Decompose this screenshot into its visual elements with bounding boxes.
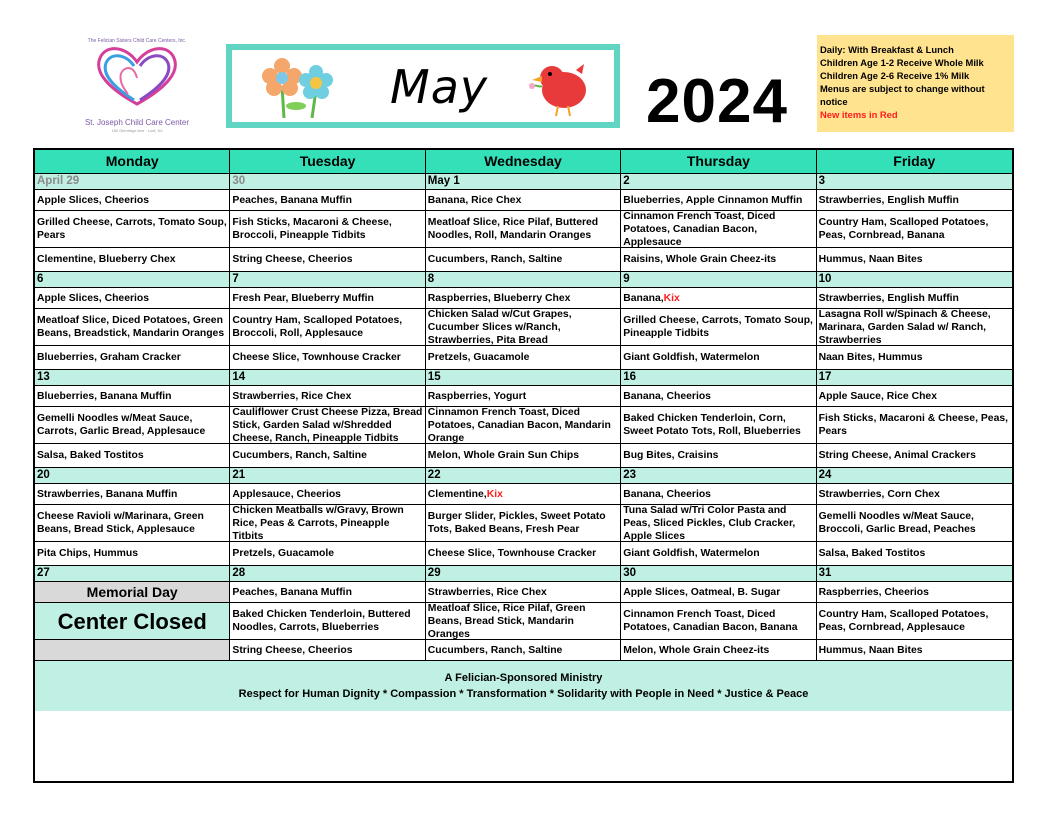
- date-cell: 10: [817, 272, 1012, 288]
- snack-cell: Raisins, Whole Grain Cheez-its: [621, 248, 816, 272]
- lunch-cell: Cinnamon French Toast, Diced Potatoes, Canadian Bacon, Mandarin Orange: [426, 407, 621, 444]
- snack-cell: Hummus, Naan Bites: [817, 248, 1012, 272]
- snack-cell: Giant Goldfish, Watermelon: [621, 542, 816, 566]
- snack-cell: Cucumbers, Ranch, Saltine: [230, 444, 425, 468]
- breakfast-cell: Banana, Cheerios: [621, 484, 816, 505]
- date-cell: 22: [426, 468, 621, 484]
- hearts-logo-icon: [88, 38, 186, 114]
- breakfast-cell: Applesauce, Cheerios: [230, 484, 425, 505]
- lunch-cell: Fish Sticks, Macaroni & Cheese, Broccoli, Pineapple Tidbits: [230, 211, 425, 248]
- lunch-cell: Country Ham, Scalloped Potatoes, Peas, Cornbread, Applesauce: [817, 603, 1012, 640]
- lunch-cell: Grilled Cheese, Carrots, Tomato Soup, Pears: [35, 211, 230, 248]
- month-title: May: [390, 60, 489, 114]
- date-cell: 31: [817, 566, 1012, 582]
- new-items-legend: New items in Red: [820, 109, 898, 120]
- date-cell: 16: [621, 370, 816, 386]
- date-cell: 30: [230, 174, 425, 190]
- date-cell: 28: [230, 566, 425, 582]
- date-cell: 21: [230, 468, 425, 484]
- date-cell: 6: [35, 272, 230, 288]
- lunch-cell: Meatloaf Slice, Rice Pilaf, Green Beans, Bread Stick, Mandarin Oranges: [426, 603, 621, 640]
- lunch-cell: Chicken Salad w/Cut Grapes, Cucumber Slices w/Ranch, Strawberries, Pita Bread: [426, 309, 621, 346]
- snack-cell: String Cheese, Cheerios: [230, 640, 425, 661]
- date-cell: May 1: [426, 174, 621, 190]
- menu-notes: [817, 35, 1014, 132]
- snack-cell: Pretzels, Guacamole: [230, 542, 425, 566]
- date-cell: 17: [817, 370, 1012, 386]
- snack-cell: Pretzels, Guacamole: [426, 346, 621, 370]
- lunch-cell: Lasagna Roll w/Spinach & Cheese, Marinara, Garden Salad w/ Ranch, Strawberries: [817, 309, 1012, 346]
- lunch-cell: Country Ham, Scalloped Potatoes, Broccoli, Roll, Applesauce: [230, 309, 425, 346]
- date-cell: 7: [230, 272, 425, 288]
- date-cell: 9: [621, 272, 816, 288]
- flowers-icon: [260, 54, 342, 118]
- snack-cell: Salsa, Baked Tostitos: [817, 542, 1012, 566]
- day-header-friday: Friday: [817, 150, 1012, 174]
- lunch-cell: Grilled Cheese, Carrots, Tomato Soup, Pineapple Tidbits: [621, 309, 816, 346]
- date-cell: 2: [621, 174, 816, 190]
- center-closed-label: Center Closed: [35, 603, 230, 640]
- month-banner: [226, 44, 620, 128]
- red-bird-icon: [528, 60, 594, 120]
- logo-address: 180 Glenridge Ave · Lodi, NJ: [111, 128, 163, 133]
- center-logo: [78, 38, 196, 134]
- lunch-cell: Cinnamon French Toast, Diced Potatoes, Canadian Bacon, Applesauce: [621, 211, 816, 248]
- breakfast-cell: Strawberries, Banana Muffin: [35, 484, 230, 505]
- lunch-cell: Chicken Meatballs w/Gravy, Brown Rice, Peas & Carrots, Pineapple Titbits: [230, 505, 425, 542]
- day-header-wednesday: Wednesday: [426, 150, 621, 174]
- snack-cell: Cucumbers, Ranch, Saltine: [426, 640, 621, 661]
- breakfast-cell: Apple Slices, Cheerios: [35, 288, 230, 309]
- snack-cell: Bug Bites, Craisins: [621, 444, 816, 468]
- lunch-cell: Baked Chicken Tenderloin, Buttered Noodles, Carrots, Blueberries: [230, 603, 425, 640]
- lunch-cell: Cauliflower Crust Cheese Pizza, Bread Stick, Garden Salad w/Shredded Cheese, Ranch, Pineapple Tidbits: [230, 407, 425, 444]
- breakfast-cell: Apple Slices, Cheerios: [35, 190, 230, 211]
- breakfast-cell: Blueberries, Banana Muffin: [35, 386, 230, 407]
- note-line: notice: [820, 96, 848, 107]
- year-title: 2024: [646, 67, 788, 136]
- breakfast-cell: Raspberries, Yogurt: [426, 386, 621, 407]
- snack-cell: Hummus, Naan Bites: [817, 640, 1012, 661]
- snack-cell: Melon, Whole Grain Sun Chips: [426, 444, 621, 468]
- date-cell: 13: [35, 370, 230, 386]
- breakfast-cell: [426, 484, 621, 505]
- snack-cell: Blueberries, Graham Cracker: [35, 346, 230, 370]
- snack-cell: Cucumbers, Ranch, Saltine: [426, 248, 621, 272]
- breakfast-cell: Raspberries, Blueberry Chex: [426, 288, 621, 309]
- lunch-cell: Cinnamon French Toast, Diced Potatoes, Canadian Bacon, Banana: [621, 603, 816, 640]
- lunch-cell: Cheese Ravioli w/Marinara, Green Beans, Bread Stick, Applesauce: [35, 505, 230, 542]
- breakfast-cell: Fresh Pear, Blueberry Muffin: [230, 288, 425, 309]
- date-cell: 8: [426, 272, 621, 288]
- day-header-thursday: Thursday: [621, 150, 816, 174]
- ministry-footer: [35, 661, 1012, 711]
- breakfast-cell: Strawberries, Rice Chex: [426, 582, 621, 603]
- date-cell: 3: [817, 174, 1012, 190]
- date-cell: 24: [817, 468, 1012, 484]
- breakfast-cell: Strawberries, English Muffin: [817, 190, 1012, 211]
- breakfast-cell: Apple Sauce, Rice Chex: [817, 386, 1012, 407]
- date-cell: 29: [426, 566, 621, 582]
- footer-ministry-line: A Felician-Sponsored Ministry: [444, 672, 603, 684]
- logo-center-name: St. Joseph Child Care Center: [84, 118, 190, 127]
- new-item-kix: Kix: [486, 488, 503, 500]
- lunch-cell: Fish Sticks, Macaroni & Cheese, Peas, Pears: [817, 407, 1012, 444]
- breakfast-cell: Banana, Cheerios: [621, 386, 816, 407]
- date-cell: 20: [35, 468, 230, 484]
- note-line: Children Age 2-6 Receive 1% Milk: [820, 70, 970, 81]
- breakfast-cell: Strawberries, English Muffin: [817, 288, 1012, 309]
- breakfast-cell: Blueberries, Apple Cinnamon Muffin: [621, 190, 816, 211]
- lunch-cell: Meatloaf Slice, Diced Potatoes, Green Beans, Breadstick, Mandarin Oranges: [35, 309, 230, 346]
- breakfast-cell: Apple Slices, Oatmeal, B. Sugar: [621, 582, 816, 603]
- breakfast-cell: Strawberries, Corn Chex: [817, 484, 1012, 505]
- memorial-day-label: Memorial Day: [35, 582, 230, 603]
- note-line: Daily: With Breakfast & Lunch: [820, 44, 954, 55]
- breakfast-text: Clementine,: [427, 488, 487, 500]
- lunch-cell: Meatloaf Slice, Rice Pilaf, Buttered Noodles, Roll, Mandarin Oranges: [426, 211, 621, 248]
- date-cell: 14: [230, 370, 425, 386]
- menu-calendar: [33, 148, 1014, 783]
- date-cell: 27: [35, 566, 230, 582]
- breakfast-text: Banana,: [623, 292, 664, 304]
- day-header-monday: Monday: [35, 150, 230, 174]
- snack-cell: Cheese Slice, Townhouse Cracker: [230, 346, 425, 370]
- lunch-cell: Baked Chicken Tenderloin, Corn, Sweet Potato Tots, Roll, Blueberries: [621, 407, 816, 444]
- breakfast-cell: Peaches, Banana Muffin: [230, 190, 425, 211]
- snack-cell: Melon, Whole Grain Cheez-its: [621, 640, 816, 661]
- date-cell: 23: [621, 468, 816, 484]
- snack-cell: Naan Bites, Hummus: [817, 346, 1012, 370]
- note-line: Menus are subject to change without: [820, 83, 985, 94]
- new-item-kix: Kix: [663, 292, 680, 304]
- breakfast-cell: Peaches, Banana Muffin: [230, 582, 425, 603]
- breakfast-cell: Raspberries, Cheerios: [817, 582, 1012, 603]
- day-header-tuesday: Tuesday: [230, 150, 425, 174]
- footer-values-line: Respect for Human Dignity * Compassion * Transformation * Solidarity with People in Need * Justice & Peace: [238, 688, 809, 700]
- lunch-cell: Tuna Salad w/Tri Color Pasta and Peas, Sliced Pickles, Club Cracker, Apple Slices: [621, 505, 816, 542]
- breakfast-cell: Banana, Rice Chex: [426, 190, 621, 211]
- lunch-cell: Gemelli Noodles w/Meat Sauce, Broccoli, Garlic Bread, Peaches: [817, 505, 1012, 542]
- lunch-cell: Burger Slider, Pickles, Sweet Potato Tots, Baked Beans, Fresh Pear: [426, 505, 621, 542]
- breakfast-cell: [621, 288, 816, 309]
- snack-cell: Salsa, Baked Tostitos: [35, 444, 230, 468]
- snack-cell: Clementine, Blueberry Chex: [35, 248, 230, 272]
- date-cell: 15: [426, 370, 621, 386]
- breakfast-cell: Strawberries, Rice Chex: [230, 386, 425, 407]
- date-cell: April 29: [35, 174, 230, 190]
- lunch-cell: Gemelli Noodles w/Meat Sauce, Carrots, Garlic Bread, Applesauce: [35, 407, 230, 444]
- snack-cell: String Cheese, Cheerios: [230, 248, 425, 272]
- snack-cell: Pita Chips, Hummus: [35, 542, 230, 566]
- closed-snack-cell: [35, 640, 230, 661]
- snack-cell: Cheese Slice, Townhouse Cracker: [426, 542, 621, 566]
- snack-cell: Giant Goldfish, Watermelon: [621, 346, 816, 370]
- date-cell: 30: [621, 566, 816, 582]
- note-line: Children Age 1-2 Receive Whole Milk: [820, 57, 984, 68]
- logo-org-line: The Felician Sisters Child Care Centers, Inc.: [87, 38, 187, 44]
- snack-cell: String Cheese, Animal Crackers: [817, 444, 1012, 468]
- lunch-cell: Country Ham, Scalloped Potatoes, Peas, Cornbread, Banana: [817, 211, 1012, 248]
